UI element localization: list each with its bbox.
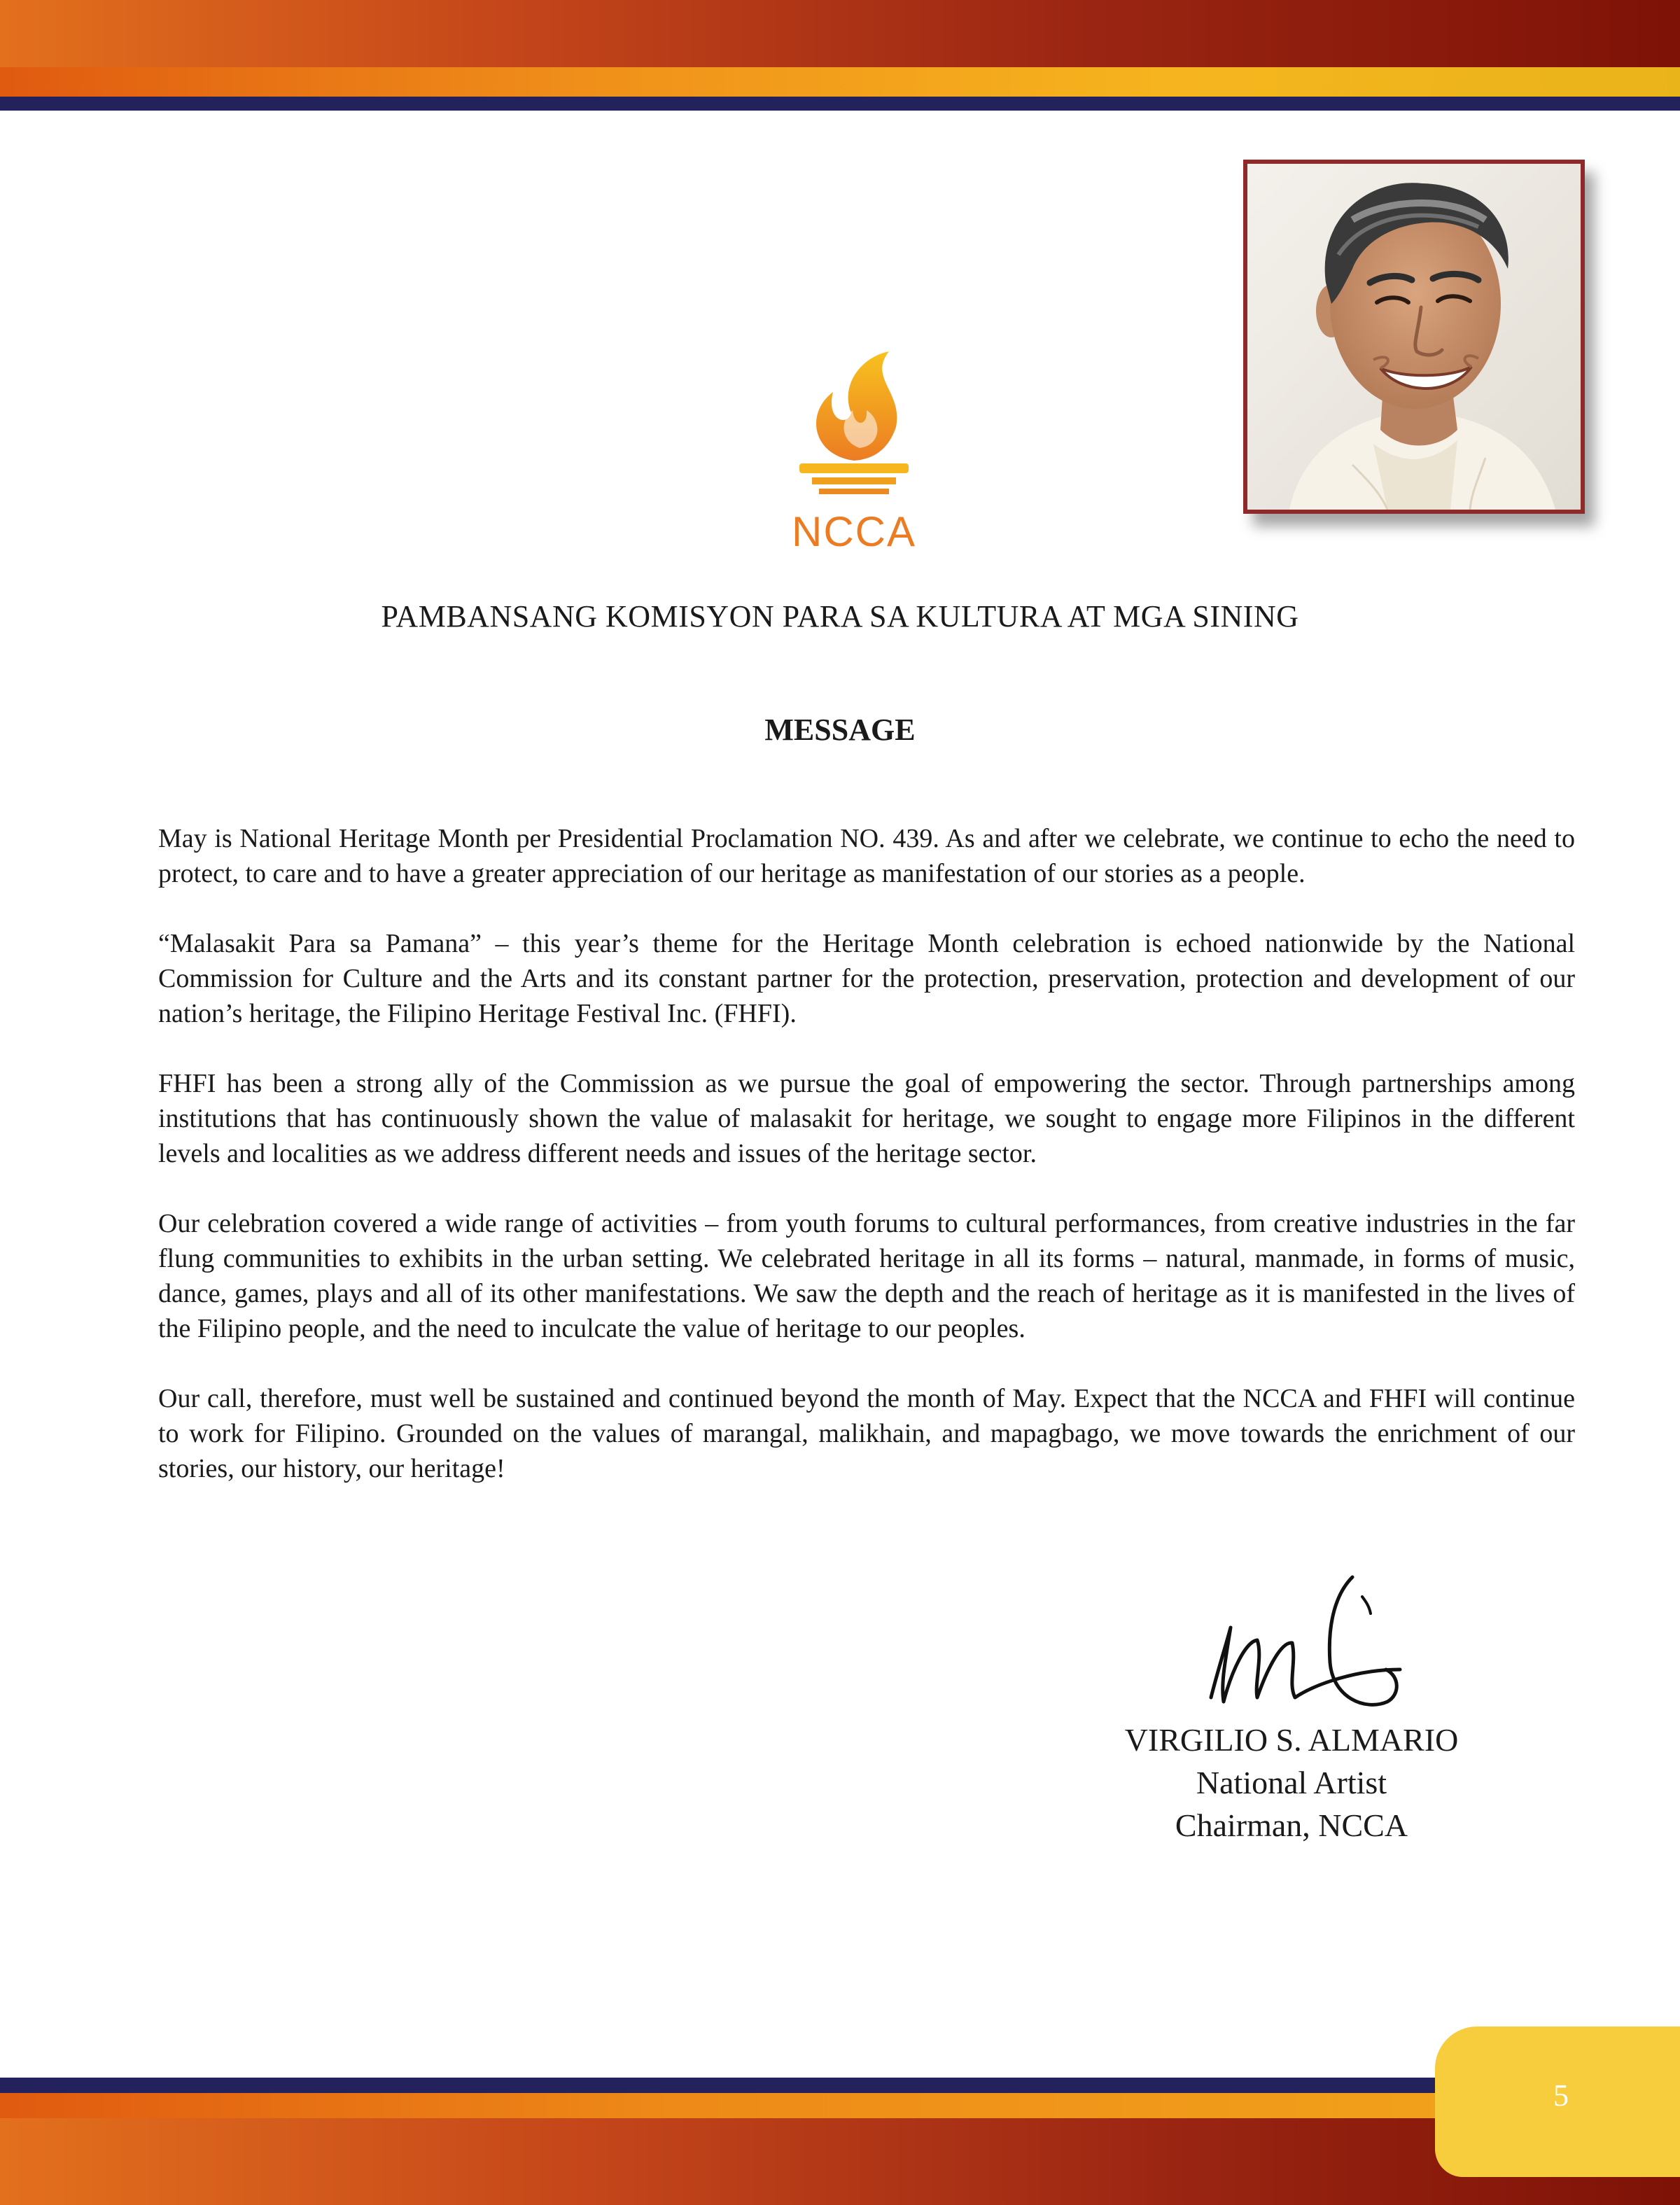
- portrait-illustration: [1247, 164, 1581, 510]
- paragraph: Our call, therefore, must well be sustained and continued beyond the month of May. Expect that the NCCA and FHFI will continue to work for Filipino. Grounded on the values of marangal, malikhain, and mapagbago, we move towards the enrichment of our stories, our history, our heritage!: [158, 1384, 1575, 1483]
- page-title: MESSAGE: [764, 713, 916, 747]
- paragraph: May is National Heritage Month per Presidential Proclamation NO. 439. As and after we celebrate, we continue to echo the need to protect, to care and to have a greater appreciation of our heritage as manifestation of our stories as a people.: [158, 824, 1575, 888]
- signatory-title: Chairman, NCCA: [1175, 1807, 1408, 1843]
- header-gradient-stripe: [0, 0, 1680, 67]
- portrait-photo: [1243, 160, 1585, 514]
- footer-band: [0, 2078, 1680, 2205]
- header-gold-stripe: [0, 67, 1680, 97]
- paragraph: “Malasakit Para sa Pamana” – this year’s theme for the Heritage Month celebration is echoed nationwide by the National Commission for Culture and the Arts and its constant partner for the protection, preservation, protection and development of our nation’s heritage, the Filipino Heritage Festival Inc. (FHFI).: [158, 929, 1575, 1028]
- footer-navy-stripe: [0, 2078, 1680, 2093]
- organization-name: PAMBANSANG KOMISYON PARA SA KULTURA AT MGA SINING: [381, 599, 1299, 634]
- logo-text: NCCA: [791, 508, 916, 555]
- handwritten-signature: [1190, 1564, 1421, 1732]
- message-body: [158, 821, 1575, 1521]
- header-navy-stripe: [0, 97, 1680, 111]
- paragraph: FHFI has been a strong ally of the Commission as we pursue the goal of empowering the sector. Through partnerships among institutions that has continuously shown the value of malasakit for heritage, we sought to engage more Filipinos in the different levels and localities as we address different needs and issues of the heritage sector.: [158, 1069, 1575, 1168]
- signatory-name: VIRGILIO S. ALMARIO: [1124, 1722, 1459, 1758]
- paragraph: Our celebration covered a wide range of activities – from youth forums to cultural performances, from creative industries in the far flung communities to exhibits in the urban setting. We celebrated heritage in all its forms – natural, manmade, in forms of music, dance, games, plays and all of its other manifestations. We saw the depth and the reach of heritage as it is manifested in the lives of the Filipino people, and the need to inculcate the value of heritage to our peoples.: [158, 1209, 1575, 1343]
- footer-gradient-stripe: [0, 2118, 1680, 2205]
- signatory-block: [1071, 1718, 1512, 1847]
- page-number: 5: [1553, 2078, 1569, 2113]
- signatory-title: National Artist: [1196, 1765, 1387, 1800]
- footer-gold-stripe: [0, 2093, 1680, 2118]
- header-band: [0, 0, 1680, 116]
